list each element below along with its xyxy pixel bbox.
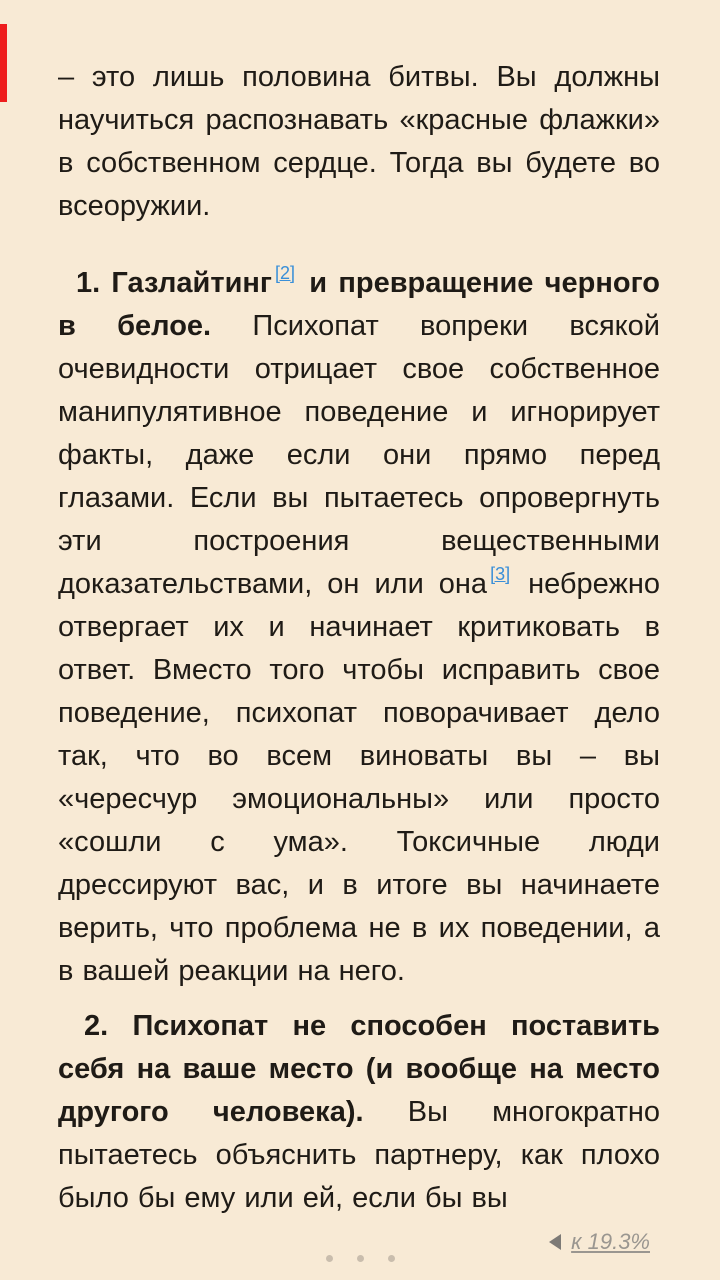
page-dot bbox=[326, 1255, 333, 1262]
gaslighting-heading-lead: 1. Газлайтинг bbox=[76, 267, 273, 299]
page-dot bbox=[388, 1255, 395, 1262]
gaslighting-heading-rest: и превращение черного в белое. bbox=[58, 267, 660, 342]
paragraph-intro bbox=[58, 56, 660, 228]
footnote-link-3[interactable]: [3] bbox=[490, 564, 511, 584]
page-indicator bbox=[0, 1255, 720, 1262]
empathy-text: Вы многократно пытаетесь объяснить партнеру, как плохо было бы ему или ей, если бы вы bbox=[58, 1096, 661, 1214]
gaslighting-text-b: небрежно отвергает их и начинает критиковать в ответ. Вместо того чтобы исправить свое поведение, психопат поворачивает дело так, что во всем виноваты вы – вы «чересчур эмоциональны» или просто «сошли с ума». Токсичные люди дрессируют вас, и в итоге вы начинаете верить, что проблема не в их поведении, а в вашей реакции на него. bbox=[58, 568, 660, 987]
back-arrow-icon bbox=[549, 1234, 561, 1250]
empathy-heading: 2. Психопат не способен поставить себя на ваше место (и вообще на место другого человека). bbox=[58, 1010, 660, 1128]
reader-page bbox=[58, 56, 660, 1220]
footnote-link-2[interactable]: [2] bbox=[275, 263, 296, 283]
bookmark-marker bbox=[0, 24, 7, 102]
back-to-position-link[interactable] bbox=[549, 1228, 650, 1256]
progress-label: к 19.3% bbox=[571, 1229, 650, 1254]
gaslighting-text-a: Психопат вопреки всякой очевидности отрицает свое собственное манипулятивное поведение и игнорирует факты, даже если они прямо перед глазами. Если вы пытаетесь опровергнуть эти построения вещественными доказательствами, он или она bbox=[58, 310, 660, 600]
page-dot bbox=[357, 1255, 364, 1262]
paragraph-intro-text: – это лишь половина битвы. Вы должны научиться распознавать «красные флажки» в собственном сердце. Тогда вы будете во всеоружии. bbox=[58, 61, 660, 222]
paragraph-gaslighting bbox=[58, 262, 660, 993]
paragraph-empathy bbox=[58, 1005, 660, 1220]
